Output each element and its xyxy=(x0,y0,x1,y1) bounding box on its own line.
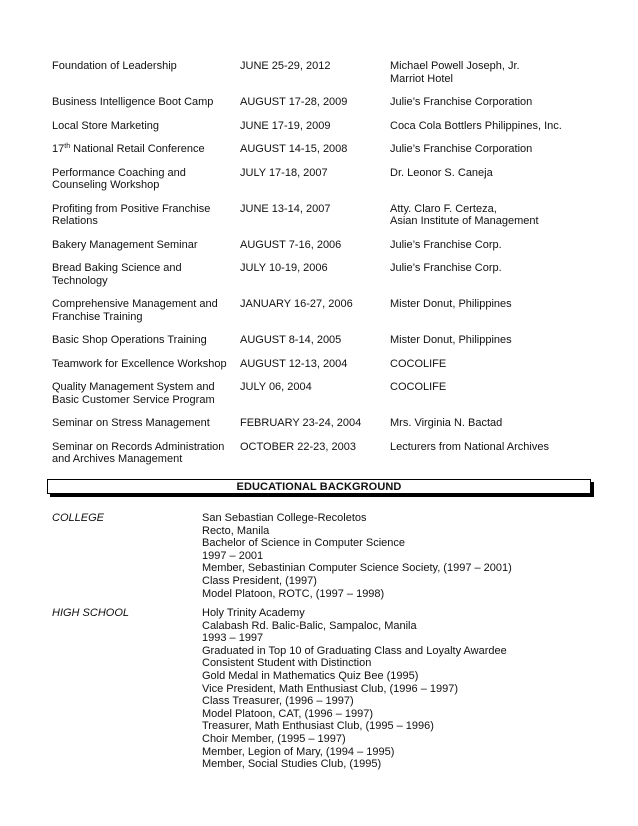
training-organizer: Mister Donut, Philippines xyxy=(390,334,512,346)
training-date: JULY 10-19, 2006 xyxy=(240,262,328,274)
educational-background-heading: EDUCATIONAL BACKGROUND xyxy=(47,479,591,494)
training-row xyxy=(52,441,592,466)
training-organizer: Julie’s Franchise Corp. xyxy=(390,262,502,274)
detail-line: Class President, (1997) xyxy=(202,574,317,587)
training-organizer: Michael Powell Joseph, Jr. Marriot Hotel xyxy=(390,60,520,85)
training-row xyxy=(52,203,592,228)
training-title: Performance Coaching and Counseling Workshop xyxy=(52,166,186,191)
training-title: 17th National Retail Conference xyxy=(52,143,205,155)
training-organizer: Julie’s Franchise Corporation xyxy=(390,143,533,155)
detail-line: San Sebastian College-Recoletos xyxy=(202,512,367,524)
training-organizer: Mrs. Virginia N. Bactad xyxy=(390,417,503,429)
training-date: JUNE 17-19, 2009 xyxy=(240,119,331,132)
training-row xyxy=(52,167,592,192)
training-row xyxy=(52,96,592,109)
training-date: JULY 17-18, 2007 xyxy=(240,166,328,179)
training-organizer: Julie’s Franchise Corporation xyxy=(390,96,533,108)
training-organizer: Lecturers from National Archives xyxy=(390,440,549,453)
detail-line: Vice President, Math Enthusiast Club, (1996 – 1997) xyxy=(202,682,459,695)
training-title: Quality Management System and Basic Customer Service Program xyxy=(52,381,215,406)
training-date: JANUARY 16-27, 2006 xyxy=(240,298,353,310)
training-organizer: Atty. Claro F. Certeza, Asian Institute of Management xyxy=(390,202,539,227)
detail-line: Gold Medal in Mathematics Quiz Bee (1995) xyxy=(202,669,419,682)
detail-line: Model Platoon, ROTC, (1997 – 1998) xyxy=(202,587,385,600)
training-title: Business Intelligence Boot Camp xyxy=(52,96,214,108)
training-row xyxy=(52,358,592,371)
education-level-label: HIGH SCHOOL xyxy=(52,607,130,619)
detail-line: Member, Sebastinian Computer Science Society, (1997 – 2001) xyxy=(202,562,512,575)
training-row xyxy=(52,381,592,406)
training-title: Comprehensive Management and Franchise Training xyxy=(52,298,218,323)
training-organizer: COCOLIFE xyxy=(390,357,447,370)
education-level-label: COLLEGE xyxy=(52,512,104,524)
detail-line: Choir Member, (1995 – 1997) xyxy=(202,732,346,745)
training-organizer: Mister Donut, Philippines xyxy=(390,298,512,310)
detail-line: 1993 – 1997 xyxy=(202,632,264,645)
training-title: Local Store Marketing xyxy=(52,119,159,132)
training-row xyxy=(52,60,592,85)
training-date: JUNE 13-14, 2007 xyxy=(240,202,331,215)
training-row xyxy=(52,143,592,156)
training-date: FEBRUARY 23-24, 2004 xyxy=(240,417,362,429)
training-title: Basic Shop Operations Training xyxy=(52,334,207,346)
training-organizer: Julie’s Franchise Corp. xyxy=(390,238,502,251)
training-row xyxy=(52,298,592,323)
detail-line: Model Platoon, CAT, (1996 – 1997) xyxy=(202,707,374,720)
detail-line: Graduated in Top 10 of Graduating Class and Loyalty Awardee xyxy=(202,644,507,657)
training-row xyxy=(52,417,592,430)
training-date: OCTOBER 22-23, 2003 xyxy=(240,440,356,453)
training-row xyxy=(52,334,592,347)
detail-line: Recto, Manila xyxy=(202,524,270,537)
detail-line: Bachelor of Science in Computer Science xyxy=(202,537,405,550)
training-date: AUGUST 12-13, 2004 xyxy=(240,357,348,370)
training-title: Seminar on Records Administration and Archives Management xyxy=(52,440,225,465)
training-title: Foundation of Leadership xyxy=(52,60,177,72)
detail-line: Member, Legion of Mary, (1994 – 1995) xyxy=(202,745,395,758)
training-date: AUGUST 8-14, 2005 xyxy=(240,334,342,346)
education-details xyxy=(202,607,507,771)
detail-line: Treasurer, Math Enthusiast Club, (1995 – 1996) xyxy=(202,720,434,733)
training-title: Seminar on Stress Management xyxy=(52,417,210,429)
training-row xyxy=(52,239,592,252)
detail-line: Class Treasurer, (1996 – 1997) xyxy=(202,695,354,708)
detail-line: 1997 – 2001 xyxy=(202,549,264,562)
detail-line: Consistent Student with Distinction xyxy=(202,657,372,670)
detail-line: Calabash Rd. Balic-Balic, Sampaloc, Manila xyxy=(202,619,417,632)
training-organizer: COCOLIFE xyxy=(390,381,447,393)
detail-line: Member, Social Studies Club, (1995) xyxy=(202,758,382,771)
training-date: JUNE 25-29, 2012 xyxy=(240,60,331,72)
education-college xyxy=(52,512,592,600)
training-title: Profiting from Positive Franchise Relations xyxy=(52,202,211,227)
trainings-list xyxy=(52,60,592,477)
training-date: JULY 06, 2004 xyxy=(240,381,312,393)
training-organizer: Coca Cola Bottlers Philippines, Inc. xyxy=(390,119,562,132)
training-organizer: Dr. Leonor S. Caneja xyxy=(390,166,493,179)
training-row xyxy=(52,120,592,133)
training-date: AUGUST 14-15, 2008 xyxy=(240,143,348,155)
training-row xyxy=(52,262,592,287)
training-title: Teamwork for Excellence Workshop xyxy=(52,357,227,370)
training-date: AUGUST 7-16, 2006 xyxy=(240,238,342,251)
detail-line: Holy Trinity Academy xyxy=(202,607,305,619)
education-details xyxy=(202,512,512,600)
training-title: Bakery Management Seminar xyxy=(52,238,198,251)
training-title: Bread Baking Science and Technology xyxy=(52,262,182,287)
training-date: AUGUST 17-28, 2009 xyxy=(240,96,348,108)
education-high-school xyxy=(52,607,592,771)
